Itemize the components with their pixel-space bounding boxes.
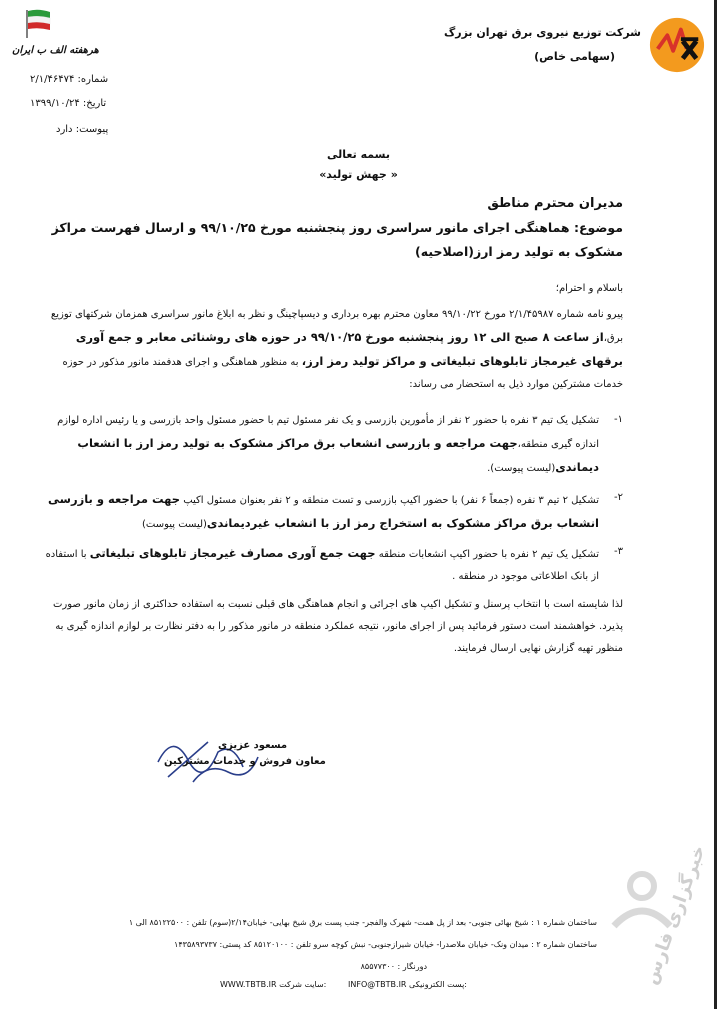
recipients: مدیران محترم مناطق	[487, 196, 623, 211]
item-2-text-2: (لیست پیوست)	[141, 519, 207, 530]
intro-paragraph	[33, 304, 623, 396]
signatory-name: مسعود عزیزی	[218, 740, 288, 751]
letter-number	[30, 74, 108, 85]
item-1-text-2: (لیست پیوست).	[487, 463, 556, 474]
subject-label: موضوع:	[573, 220, 623, 235]
item-1	[39, 410, 599, 480]
footer-fax: دورنگار : ۸۵۵۷۷۳۰۰	[360, 962, 427, 971]
closing-paragraph: لذا شایسته است با انتخاب پرسنل و تشکیل اکیپ های اجرائی و انجام هماهنگی های قبلی نسبت به استفاده حداکثری از زمان مانور صورت پذیرد. خواهشمند است دستور فرمائید پس از اجرای مانور، نتیجه عملکرد منطقه در مانور مذکور را به دفتر نظارت بر لوازم اندازه گیری به منظور تهیه گزارش نهایی ارسال فرمایند.	[53, 599, 623, 654]
item-3-text-1: تشکیل یک تیم ۲ نفره با حضور اکیپ انشعابات منطقه	[375, 549, 599, 560]
slogan: هرهفته الف ب ایران	[12, 45, 99, 56]
item-1-number: ۱-	[614, 414, 623, 425]
item-2-text-1: تشکیل ۲ تیم ۳ نفره (جمعاً ۶ نفر) با حضور اکیپ بازرسی و تست منطقه و ۲ نفر بعنوان مسئول اکیپ	[180, 495, 599, 506]
item-2-bold: جهت مراجعه و بازرسی انشعاب برق مراکز مشکوک به استخراج رمز ارز با انشعاب غیردیماندی	[48, 492, 599, 530]
company-name: شرکت توزیع نیروی برق تهران بزرگ	[443, 26, 641, 39]
item-2	[39, 488, 599, 536]
number-label: شماره:	[77, 74, 109, 85]
intro-text-1: پیرو نامه شماره ۲/۱/۴۵۹۸۷ مورخ ۹۹/۱۰/۲۲ معاون محترم بهره برداری و دیسپاچینگ و نظر به ابلاغ مانور سراسری همزمان شرکتهای توزیع برق،	[50, 309, 623, 344]
letter-date	[30, 98, 106, 109]
footer-address-1: ساختمان شماره ۱ : شیخ بهائی جنوبی- بعد از پل همت- شهرک والفجر- جنب پست برق شیخ بهایی- خیابان۲/۱۴(سوم) تلفن : ۸۵۱۲۲۵۰۰ الی ۱	[128, 918, 597, 927]
date-label: تاریخ:	[82, 98, 107, 109]
date-value: ۱۳۹۹/۱۰/۲۴	[30, 98, 80, 109]
email-label: پست الکترونیکی:	[409, 980, 467, 989]
footer-address-2: ساختمان شماره ۲ : میدان ونک- خیابان ملاصدرا- خیابان شیرازجنوبی- نبش کوچه سرو تلفن : ۸۵۱۲۰۱۰۰ کد پستی: ۱۴۳۵۸۹۳۷۳۷	[174, 940, 597, 949]
item-3-bold: جهت جمع آوری مصارف غیرمجاز تابلوهای تبلیغاتی	[89, 546, 376, 560]
company-type: (سهامی خاص)	[534, 50, 615, 63]
footer-website-block	[220, 980, 597, 989]
subject-text: هماهنگی اجرای مانور سراسری روز پنجشنبه مورخ ۹۹/۱۰/۲۵ و ارسال فهرست مراکز مشکوک به تولید رمز ارز(اصلاحیه)	[51, 220, 623, 259]
watermark-text: خبرگزاری فارس	[640, 842, 710, 988]
intro-bold: از ساعت ۸ صبح الی ۱۲ روز پنجشنبه مورخ ۹۹/۱۰/۲۵ در حوزه های روشنائی معابر و جمع آوری برقهای غیرمجاز تابلوهای تبلیغاتی و مراکز تولید رمز ارز،	[75, 330, 623, 368]
signatory-title: معاون فروش و خدمات مشترکین	[164, 756, 326, 767]
iran-flag-icon	[23, 8, 53, 38]
motto: « جهش تولید»	[319, 168, 398, 181]
greeting: باسلام و احترام؛	[555, 283, 623, 294]
email-value: INFO@TBTB.IR	[348, 980, 407, 989]
attachment-value: دارد	[56, 124, 73, 135]
website-value: WWW.TBTB.IR	[220, 980, 277, 989]
website-label: سایت شرکت:	[279, 980, 327, 989]
item-1-text-1: تشکیل یک تیم ۳ نفره با حضور ۲ نفر از مأمورین بازرسی و یک نفر مسئول تیم با حضور مسئول واحد بازرسی و یا رئیس اداره لوازم اندازه گیری منطقه،	[57, 415, 599, 450]
basmala: بسمه تعالی	[327, 148, 390, 161]
intro-text-2: به منظور هماهنگی و اجرای هدفمند مانور مذکور در حوزه خدمات مشترکین موارد ذیل به استحضار می رساند:	[62, 357, 623, 390]
item-1-bold: جهت مراجعه و بازرسی انشعاب برق مراکز مشکوک به تولید رمز ارز با انشعاب دیماندی	[77, 436, 599, 474]
item-3	[39, 542, 599, 588]
subject	[23, 216, 623, 264]
item-3-number: ۳-	[614, 546, 623, 557]
item-2-number: ۲-	[614, 492, 623, 503]
company-logo-icon	[648, 16, 706, 74]
item-3-text-2: با استفاده از بانک اطلاعاتی موجود در منطقه .	[45, 549, 599, 582]
number-value: ۲/۱/۴۶۴۷۴	[30, 74, 75, 85]
letter-attachment	[56, 124, 108, 135]
attachment-label: پیوست:	[75, 124, 109, 135]
